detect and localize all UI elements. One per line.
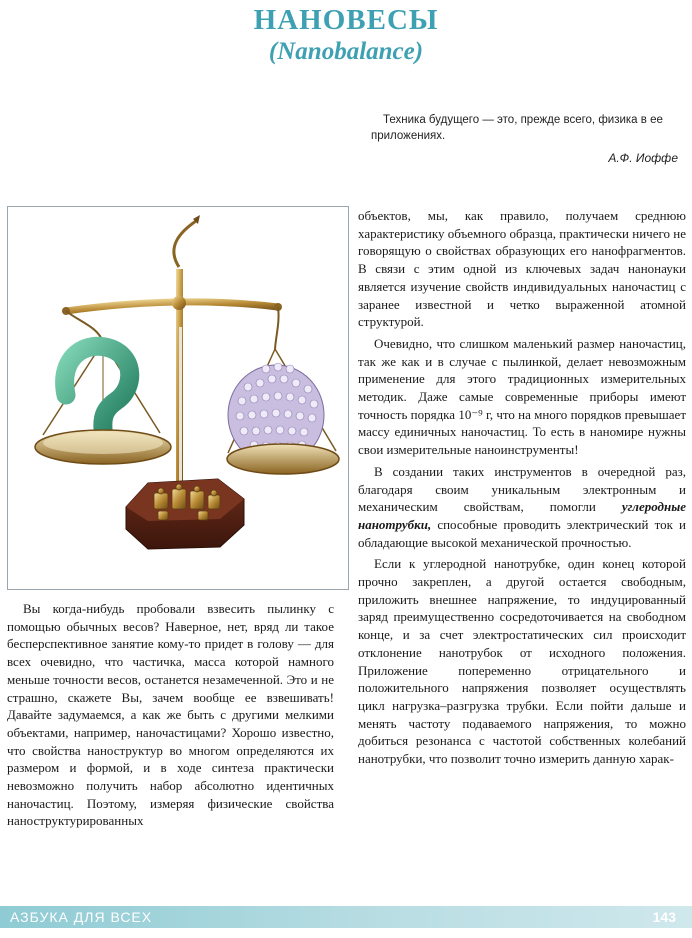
paragraph: Вы когда-нибудь пробовали взвесить пылинку с помощью обычных весов? Наверное, нет, вряд ли такое бесперспективное занятие кому-то придет в голову — для всех очевидно, что частичка, масса которой намного меньше точности весов, останется незамеченной. Это и не страшно, скажете Вы, зачем вообще ее взвешивать! Давайте задумаемся, а как же быть с другими мелкими объектами, например, наночастицами? Хорошо известно, что свойства наноструктур во многом определяются их размером и формой, и в ходе синтеза практически невозможно получить набор абсолютно идентичных наночастиц. Поэтому, измеряя физические свойства наноструктурированных	[7, 601, 334, 829]
epigraph-author: А.Ф. Иоффе	[608, 151, 678, 165]
paragraph: Если к углеродной нанотрубке, один конец которой прочно закреплен, а другой остается свободным, приложить внешнее напряжение, то индуцированный заряд преимущественно сосредоточивается на свободном конце, и за счет электростатических сил происходит отклонение нанотрубок от исходного положения. Приложение попеременно отрицательного и положительного напряжения позволяет осуществлять цикл нагрузка–разгрузка трубки. Если пойти дальше и менять частоту подаваемого напряжения, то можно добиться резонанса с частотой собственных колебаний нанотрубки, что позволит точно измерить данную харак-	[358, 556, 686, 767]
term-carbon-nanotubes: углеродные нанотрубки,	[358, 499, 686, 532]
right-text-column	[358, 207, 686, 768]
section-label: АЗБУКА ДЛЯ ВСЕХ	[10, 909, 153, 925]
balance-scale-icon	[8, 207, 348, 589]
paragraph-text: В создании таких инструментов в очередной раз, благодаря своим уникальным электронным и механическим свойствам, помогли	[358, 463, 686, 515]
balance-illustration	[7, 206, 349, 590]
footer-bar	[0, 906, 692, 928]
paragraph-text: способные проводить электрический ток и обладающие высокой механической прочностью.	[358, 516, 686, 550]
left-text-column	[7, 600, 334, 830]
page-title: НАНОВЕСЫ	[253, 4, 439, 36]
page-subtitle: (Nanobalance)	[268, 38, 424, 65]
epigraph-text: Техника будущего — это, прежде всего, физика в ее приложениях.	[371, 114, 663, 142]
paragraph: Очевидно, что слишком маленький размер наночастиц, так же как и в случае с пылинкой, делает невозможным применение для этого традиционных измерительных методик. Даже самые современные приборы имеют точность порядка 10⁻⁹ г, что на много порядков превышает массу единичных наночастиц. То есть в наномире нужны свои измерительные наноинструменты!	[358, 335, 686, 458]
page-number: 143	[652, 909, 676, 925]
paragraph	[358, 463, 686, 552]
paragraph: объектов, мы, как правило, получаем среднюю характеристику объемного образца, практически ничего не говорящую о свойствах образующих его нанофрагментов. В связи с этим одной из ключевых задач нанонауки является изучение свойств индивидуальных наночастиц с заранее известной и четко выраженной атомной структурой.	[358, 208, 686, 330]
